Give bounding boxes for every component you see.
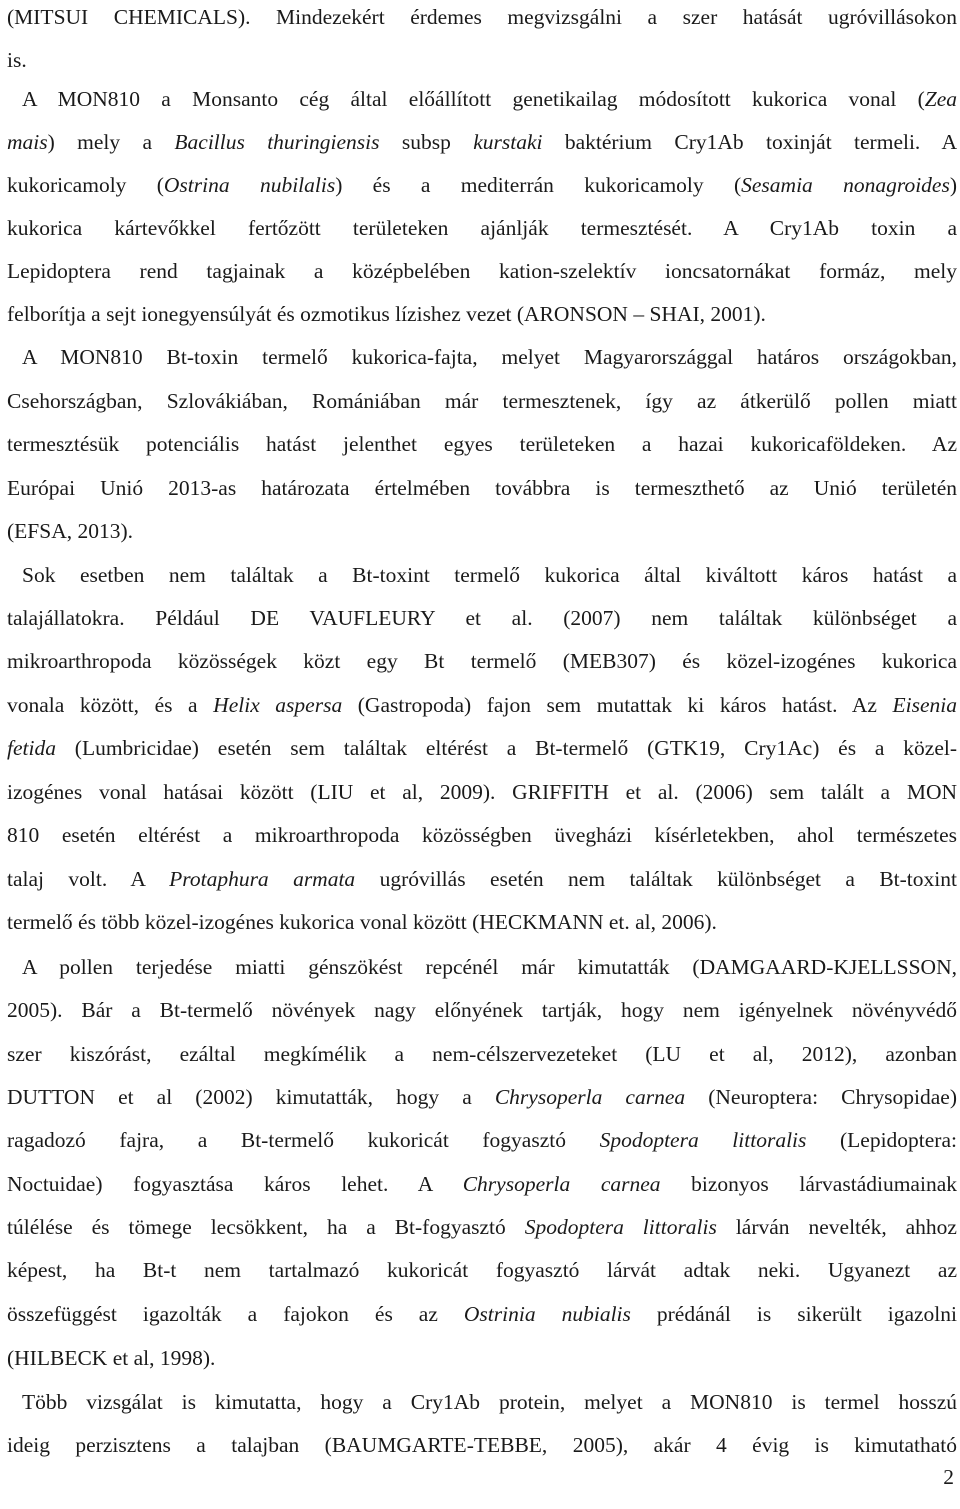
text-run: Noctuidae) fogyasztása káros lehet. A (7, 1172, 463, 1196)
text-run: kukorica kártevőkkel fertőzött területeken ajánlják termesztését. A Cry1Ab toxin a (7, 216, 957, 240)
text-run: (Neuroptera: Chrysopidae) (685, 1085, 957, 1109)
text-line (7, 213, 957, 243)
text-run: A MON810 Bt-toxin termelő kukorica-fajta, melyet Magyarországgal határos országokban, (22, 345, 957, 369)
text-run: talajállatokra. Például DE VAUFLEURY et al. (2007) nem találtak különbséget a (7, 606, 957, 630)
text-line (7, 1082, 957, 1112)
text-run: 2005). Bár a Bt-termelő növények nagy előnyének tartják, hogy nem igényelnek növényvédő (7, 998, 957, 1022)
text-run: termesztésük potenciális hatást jelenthet egyes területeken a hazai kukoricaföldeken. Az (7, 432, 957, 456)
text-run: vonala között, és a (7, 693, 214, 717)
text-run: szer kiszórást, ezáltal megkímélik a nem-célszervezeteket (LU et al, 2012), azonban (7, 1042, 957, 1066)
text-line (7, 45, 957, 75)
text-run: ) mely a (47, 130, 175, 154)
italic-text: Bacillus thuringiensis (174, 130, 380, 154)
italic-text: Chrysoperla carnea (494, 1085, 686, 1109)
text-run: ideig perzisztens a talajban (BAUMGARTE-TEBBE, 2005), akár 4 évig is kimutatható (7, 1433, 957, 1457)
text-run: termelő és több közel-izogénes kukorica vonal között (HECKMANN et. al, 2006). (7, 910, 717, 934)
text-run: bizonyos lárvastádiumainak (660, 1172, 957, 1196)
text-run: ragadozó fajra, a Bt-termelő kukoricát fogyasztó (7, 1128, 600, 1152)
text-line (7, 170, 957, 200)
text-line (7, 299, 957, 329)
italic-text: Spodoptera littoralis (599, 1128, 807, 1152)
text-line (7, 690, 957, 720)
italic-text: mais (7, 130, 48, 154)
text-line (7, 603, 957, 633)
text-line (7, 1039, 957, 1069)
text-line (7, 1255, 957, 1285)
text-run: A pollen terjedése miatti génszökést repcénél már kimutatták (DAMGAARD-KJELLSSON, (22, 955, 957, 979)
italic-text: Chrysoperla carnea (462, 1172, 661, 1196)
text-run: Sok esetben nem találtak a Bt-toxint termelő kukorica által kiváltott káros hatást a (22, 563, 957, 587)
italic-text: Ostrinia nubialis (463, 1302, 631, 1326)
text-line (7, 1169, 957, 1199)
text-line (7, 907, 957, 937)
text-run: A MON810 a Monsanto cég által előállított genetikailag módosított kukorica vonal ( (22, 87, 925, 111)
text-run: Több vizsgálat is kimutatta, hogy a Cry1Ab protein, melyet a MON810 is termel hosszú (22, 1390, 957, 1414)
text-line (7, 1343, 957, 1373)
text-line (7, 256, 957, 286)
text-run: baktérium Cry1Ab toxinját termeli. A (542, 130, 957, 154)
page-number: 2 (943, 1465, 954, 1489)
italic-text: Eisenia (892, 693, 958, 717)
text-run: felborítja a sejt ionegyensúlyát és ozmotikus lízishez vezet (ARONSON – SHAI, 2001). (7, 302, 766, 326)
text-run: (Lumbricidae) esetén sem találtak eltérést a Bt-termelő (GTK19, Cry1Ac) és a közel- (55, 736, 957, 760)
italic-text: fetida (7, 736, 56, 760)
text-run: izogénes vonal hatásai között (LIU et al, 2009). GRIFFITH et al. (2006) sem talált a MON (7, 780, 957, 804)
text-run: prédánál is sikerült igazolni (630, 1302, 958, 1326)
text-line (7, 1387, 957, 1417)
text-run: (Lepidoptera: (806, 1128, 957, 1152)
text-line (7, 560, 957, 590)
text-run: (HILBECK et al, 1998). (7, 1346, 216, 1370)
text-run: képest, ha Bt-t nem tartalmazó kukoricát fogyasztó lárvát adtak neki. Ugyanezt az (7, 1258, 957, 1282)
text-run: ) és a mediterrán kukoricamoly ( (335, 173, 742, 197)
text-line (7, 952, 957, 982)
text-run: ugróvillás esetén nem találtak különbséget a Bt-toxint (355, 867, 957, 891)
text-run: is. (7, 48, 27, 72)
text-line (7, 777, 957, 807)
text-run: összefüggést igazolták a fajokon és az (7, 1302, 464, 1326)
italic-text: Spodoptera littoralis (524, 1215, 717, 1239)
text-line (7, 646, 957, 676)
text-run: subsp (379, 130, 474, 154)
text-line (7, 1430, 957, 1460)
text-line (7, 516, 957, 546)
text-run: ) (949, 173, 957, 197)
text-line (7, 386, 957, 416)
text-line (7, 864, 957, 894)
text-run: túlélése és tömege lecsökkent, ha a Bt-fogyasztó (7, 1215, 525, 1239)
text-line (7, 84, 957, 114)
text-run: Csehországban, Szlovákiában, Romániában már termesztenek, így az átkerülő pollen miatt (7, 389, 957, 413)
text-run: Európai Unió 2013-as határozata értelmében továbbra is termeszthető az Unió területén (7, 476, 957, 500)
italic-text: kurstaki (473, 130, 543, 154)
text-line (7, 473, 957, 503)
text-line (7, 733, 957, 763)
text-line (7, 1299, 957, 1329)
text-run: 810 esetén eltérést a mikroarthropoda közösségben üvegházi kísérletekben, ahol természetes (7, 823, 957, 847)
text-run: (EFSA, 2013). (7, 519, 134, 543)
italic-text: Zea (924, 87, 957, 111)
text-run: mikroarthropoda közösségek közt egy Bt termelő (MEB307) és közel-izogénes kukorica (7, 649, 957, 673)
italic-text: Helix aspersa (213, 693, 343, 717)
text-run: lárván nevelték, ahhoz (716, 1215, 957, 1239)
text-line (7, 429, 957, 459)
text-run: (Gastropoda) fajon sem mutattak ki káros hatást. Az (342, 693, 893, 717)
italic-text: Ostrina nubilalis (163, 173, 336, 197)
italic-text: Sesamia nonagroides (741, 173, 950, 197)
text-run: talaj volt. A (7, 867, 170, 891)
text-line (7, 1125, 957, 1155)
text-run: Lepidoptera rend tagjainak a középbelében kation-szelektív ioncsatornákat formáz, mely (7, 259, 957, 283)
italic-text: Protaphura armata (169, 867, 356, 891)
text-line (7, 995, 957, 1025)
text-line (7, 820, 957, 850)
text-line (7, 2, 957, 32)
text-run: (MITSUI CHEMICALS). Mindezekért érdemes megvizsgálni a szer hatását ugróvillásokon (7, 5, 957, 29)
text-line (7, 127, 957, 157)
text-line (7, 1212, 957, 1242)
text-line (7, 342, 957, 372)
text-run: DUTTON et al (2002) kimutatták, hogy a (7, 1085, 495, 1109)
text-run: kukoricamoly ( (7, 173, 164, 197)
